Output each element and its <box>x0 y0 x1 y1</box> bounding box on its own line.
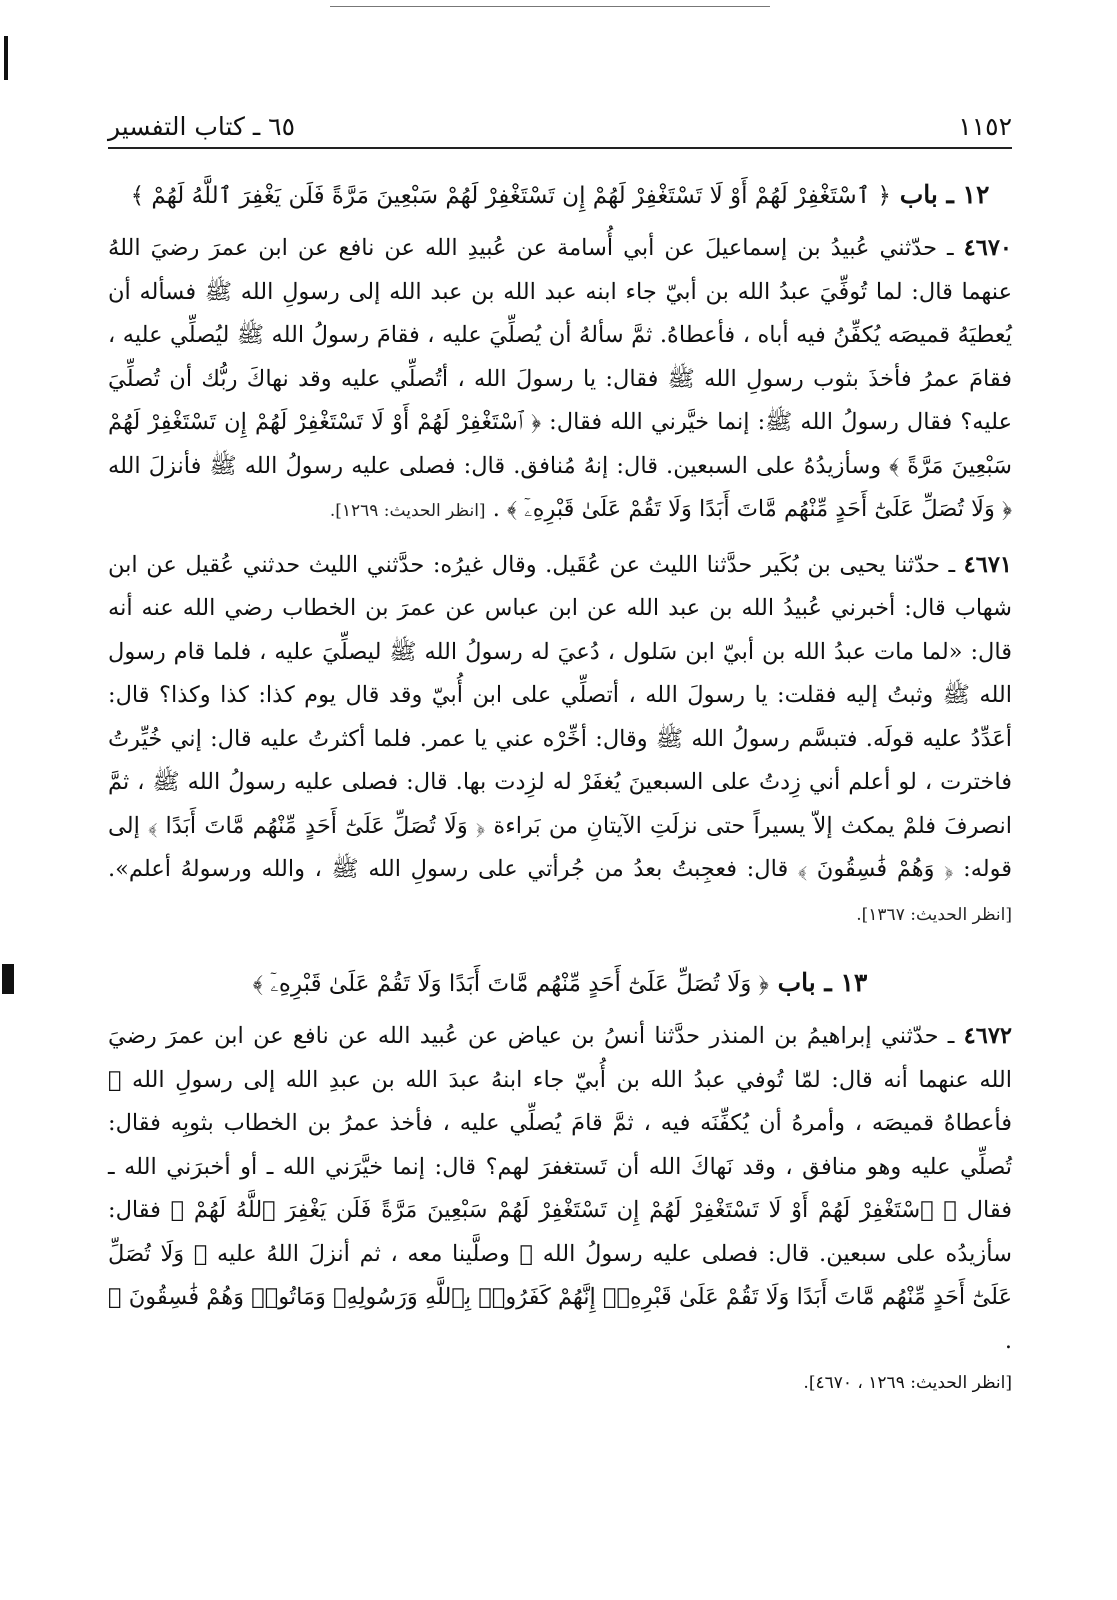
margin-mark-top <box>4 36 8 80</box>
hadith-text: ـ حدّثني إبراهيمُ بن المنذر حدَّثنا أنسُ بن عياض عن عُبيد الله عن نافع عن ابن عمرَ رضيَ الله عنهما أنه قال: لمّا تُوفي عبدُ الله بن أُبيّ جاء ابنهُ عبدَ الله بن عبدِ الله إلى رسولِ الله ﷺ فأعطاهُ قميصَه ، وأمرهُ أن يُكفِّنَه فيه ، ثمَّ قامَ يُصلِّي عليه ، فأخذ عمرُ بن الخطاب بثوبِه فقال: تُصلِّي عليه وهو منافق ، وقد نَهاكَ الله أن تَستغفرَ لهم؟ قال: إنما خيَّرَني الله ـ أو أخبرَني الله ـ فقال ﴿ ٱسْتَغْفِرْ لَهُمْ أَوْ لَا تَسْتَغْفِرْ لَهُمْ إِن تَسْتَغْفِرْ لَهُمْ سَبْعِينَ مَرَّةً فَلَن يَغْفِرَ ٱللَّهُ لَهُمْ ﴾ فقال: سأزيدُه على سبعين. قال: فصلى عليه رسولُ الله ﷺ وصلَّينا معه ، ثم أنزلَ اللهُ عليه ﴿ وَلَا تُصَلِّ عَلَىٰٓ أَحَدٍ مِّنْهُم مَّاتَ أَبَدًا وَلَا تَقُمْ عَلَىٰ قَبْرِهِۦٓ إِنَّهُمْ كَفَرُوا۟ بِٱللَّهِ وَرَسُولِهِۦ وَمَاتُوا۟ وَهُمْ فَٰسِقُونَ ﴾ . <box>108 1023 1012 1354</box>
hadith-4671 <box>108 544 1012 938</box>
chapter-label: ١٢ ـ باب <box>899 180 990 209</box>
hadith-text: ـ حدّثني عُبيدُ بن إسماعيلَ عن أبي أُسامة عن عُبيدِ الله عن نافع عن ابن عمرَ رضيَ اللهُ عنهما قال: لما تُوفِّيَ عبدُ الله بن أبيّ جاء ابنه عبد الله بن عبد الله إلى رسولِ الله ﷺ فسأله أن يُعطيَهُ قميصَه يُكفِّنُ فيه أباه ، فأعطاهُ. ثمَّ سألهُ أن يُصلِّيَ عليه ، فقامَ رسولُ الله ﷺ ليُصلِّي عليه ، فقامَ عمرُ فأخذَ بثوب رسولِ الله ﷺ فقال: يا رسولَ الله ، أتُصلِّي عليه وقد نهاكَ ربُّك أن تُصلِّيَ عليه؟ فقال رسولُ الله ﷺ: إنما خيَّرني الله فقال: ﴿ ٱسْتَغْفِرْ لَهُمْ أَوْ لَا تَسْتَغْفِرْ لَهُمْ إِن تَسْتَغْفِرْ لَهُمْ سَبْعِينَ مَرَّةً ﴾ وسأزيدُهُ على السبعين. قال: إنهُ مُنافق. قال: فصلى عليه رسولُ الله ﷺ فأنزلَ الله ﴿ وَلَا تُصَلِّ عَلَىٰٓ أَحَدٍ مِّنْهُم مَّاتَ أَبَدًا وَلَا تَقُمْ عَلَىٰ قَبْرِهِۦٓ ﴾ . <box>108 235 1012 522</box>
chapter-heading-12 <box>108 175 1012 215</box>
hadith-number: ٤٦٧١ <box>963 551 1012 578</box>
hadith-text: ـ حدّثنا يحيى بن بُكَير حدَّثنا الليث عن عُقَيل. وقال غيرُه: حدَّثني الليث حدثني عُقيل عن ابن شهاب قال: أخبرني عُبيدُ الله بن عبد الله عن ابن عباس عن عمرَ بن الخطاب رضي الله عنه أنه قال: «لما مات عبدُ الله بن أبيّ ابن سَلول ، دُعيَ له رسولُ الله ﷺ ليصلِّيَ عليه ، فلما قام رسول الله ﷺ وثبتُ إليه فقلت: يا رسولَ الله ، أتصلِّي على ابن أُبيّ وقد قال يوم كذا: كذا وكذا؟ قال: أعَدِّدُ عليه قولَه. فتبسَّم رسولُ الله ﷺ وقال: أخِّرْه عني يا عمر. فلما أكثرتُ عليه قال: إني خُيِّرتُ فاخترت ، لو أعلم أني زِدتُ على السبعينَ يُغفَرْ له لزِدت بها. قال: فصلى عليه رسولُ الله ﷺ ، ثمَّ انصرفَ فلمْ يمكث إلاّ يسيراً حتى نزلَتِ الآيتانِ من بَراءة ﴿ وَلَا تُصَلِّ عَلَىٰٓ أَحَدٍ مِّنْهُم مَّاتَ أَبَدًا ﴾ إلى قوله: ﴿ وَهُمْ فَٰسِقُونَ ﴾ قال: فعجِبتُ بعدُ من جُرأتي على رسولِ الله ﷺ ، والله ورسولهُ أعلم». <box>108 551 1013 882</box>
hadith-4670 <box>108 227 1012 534</box>
hadith-4672 <box>108 1015 1012 1363</box>
hadith-reference: [انظر الحديث: ١٣٦٧]. <box>856 904 1012 925</box>
hadith-number: ٤٦٧٠ <box>963 235 1012 261</box>
book-title: ٦٥ ـ كتاب التفسير <box>108 112 296 141</box>
page <box>108 112 1012 1393</box>
page-number: ١١٥٢ <box>958 112 1012 141</box>
hadith-reference: [انظر الحديث: ١٢٦٩ ، ٤٦٧٠]. <box>803 1373 1012 1393</box>
chapter-verse: ﴿ وَلَا تُصَلِّ عَلَىٰٓ أَحَدٍ مِّنْهُم مَّاتَ أَبَدًا وَلَا تَقُمْ عَلَىٰ قَبْرِهِۦٓ ﴾ <box>252 971 769 997</box>
chapter-verse: ﴿ ٱسْتَغْفِرْ لَهُمْ أَوْ لَا تَسْتَغْفِرْ لَهُمْ إِن تَسْتَغْفِرْ لَهُمْ سَبْعِينَ مَرَّةً فَلَن يَغْفِرَ ٱللَّهُ لَهُمْ ﴾ <box>130 183 891 209</box>
hadith-reference: [انظر الحديث: ١٢٦٩]. <box>329 501 486 521</box>
running-head <box>108 112 1012 149</box>
chapter-heading-13 <box>108 963 1012 1003</box>
margin-mark-middle <box>2 964 14 994</box>
top-rule <box>330 6 770 7</box>
hadith-number: ٤٦٧٢ <box>963 1023 1013 1049</box>
chapter-label: ١٣ ـ باب <box>777 968 868 997</box>
